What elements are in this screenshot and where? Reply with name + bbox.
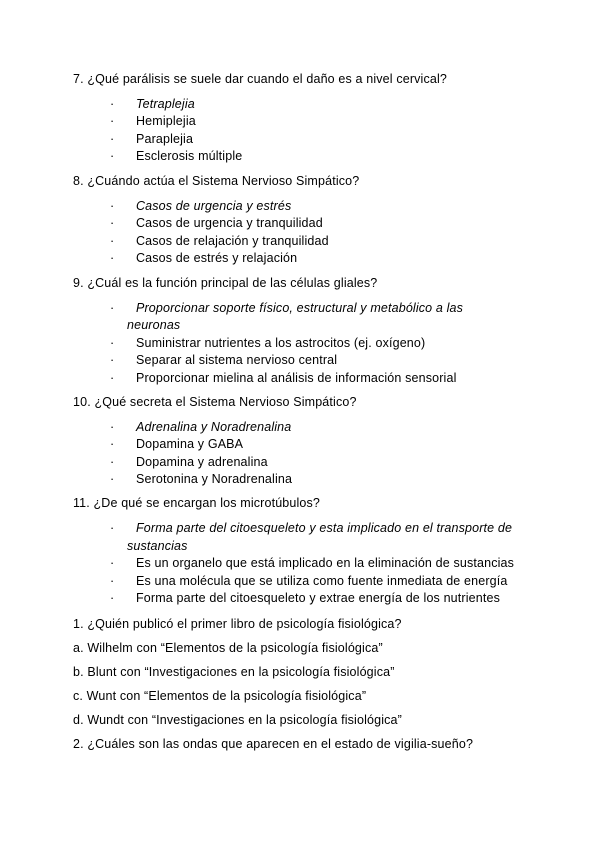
answer-a: a. Wilhelm con “Elementos de la psicología fisiológica” <box>73 641 383 655</box>
question-1: 1. ¿Quién publicó el primer libro de psicología fisiológica? <box>73 617 402 631</box>
bullet: · <box>110 472 115 486</box>
option: Separar al sistema nervioso central <box>136 353 338 367</box>
option-correct: Forma parte del citoesqueleto y esta implicado en el transporte de <box>136 521 513 535</box>
option-correct: Proporcionar soporte físico, estructural y metabólico a las <box>136 301 464 315</box>
question-2: 2. ¿Cuáles son las ondas que aparecen en el estado de vigilia-sueño? <box>73 737 474 751</box>
bullet: · <box>110 216 115 230</box>
option: Paraplejia <box>136 132 194 146</box>
option-correct-continued: neuronas <box>127 318 181 332</box>
option-correct-continued: sustancias <box>127 539 188 553</box>
answer-d: d. Wundt con “Investigaciones en la psicología fisiológica” <box>73 713 402 727</box>
question-8: 8. ¿Cuándo actúa el Sistema Nervioso Simpático? <box>73 174 360 188</box>
bullet: · <box>110 199 115 213</box>
bullet: · <box>110 455 115 469</box>
option: Casos de urgencia y tranquilidad <box>136 216 323 230</box>
question-7: 7. ¿Qué parálisis se suele dar cuando el daño es a nivel cervical? <box>73 72 447 86</box>
option: Es un organelo que está implicado en la eliminación de sustancias <box>136 556 515 570</box>
bullet: · <box>110 114 115 128</box>
option: Dopamina y adrenalina <box>136 455 268 469</box>
question-11: 11. ¿De qué se encargan los microtúbulos? <box>73 496 321 510</box>
answer-c: c. Wunt con “Elementos de la psicología fisiológica” <box>73 689 367 703</box>
option: Dopamina y GABA <box>136 437 244 451</box>
option: Casos de relajación y tranquilidad <box>136 234 329 248</box>
bullet: · <box>110 371 115 385</box>
option-correct: Tetraplejia <box>136 97 195 111</box>
option: Es una molécula que se utiliza como fuente inmediata de energía <box>136 574 508 588</box>
bullet: · <box>110 149 115 163</box>
option: Casos de estrés y relajación <box>136 251 298 265</box>
question-9: 9. ¿Cuál es la función principal de las células gliales? <box>73 276 378 290</box>
bullet: · <box>110 336 115 350</box>
option: Hemiplejia <box>136 114 196 128</box>
option: Esclerosis múltiple <box>136 149 243 163</box>
bullet: · <box>110 97 115 111</box>
bullet: · <box>110 353 115 367</box>
option: Proporcionar mielina al análisis de información sensorial <box>136 371 457 385</box>
bullet: · <box>110 556 115 570</box>
option: Serotonina y Noradrenalina <box>136 472 293 486</box>
bullet: · <box>110 521 115 535</box>
bullet: · <box>110 420 115 434</box>
bullet: · <box>110 301 115 315</box>
option: Suministrar nutrientes a los astrocitos (ej. oxígeno) <box>136 336 426 350</box>
option: Forma parte del citoesqueleto y extrae energía de los nutrientes <box>136 591 500 605</box>
option-correct: Adrenalina y Noradrenalina <box>136 420 292 434</box>
bullet: · <box>110 132 115 146</box>
bullet: · <box>110 234 115 248</box>
bullet: · <box>110 251 115 265</box>
bullet: · <box>110 591 115 605</box>
answer-b: b. Blunt con “Investigaciones en la psicología fisiológica” <box>73 665 395 679</box>
option-correct: Casos de urgencia y estrés <box>136 199 292 213</box>
bullet: · <box>110 574 115 588</box>
question-10: 10. ¿Qué secreta el Sistema Nervioso Simpático? <box>73 395 357 409</box>
bullet: · <box>110 437 115 451</box>
